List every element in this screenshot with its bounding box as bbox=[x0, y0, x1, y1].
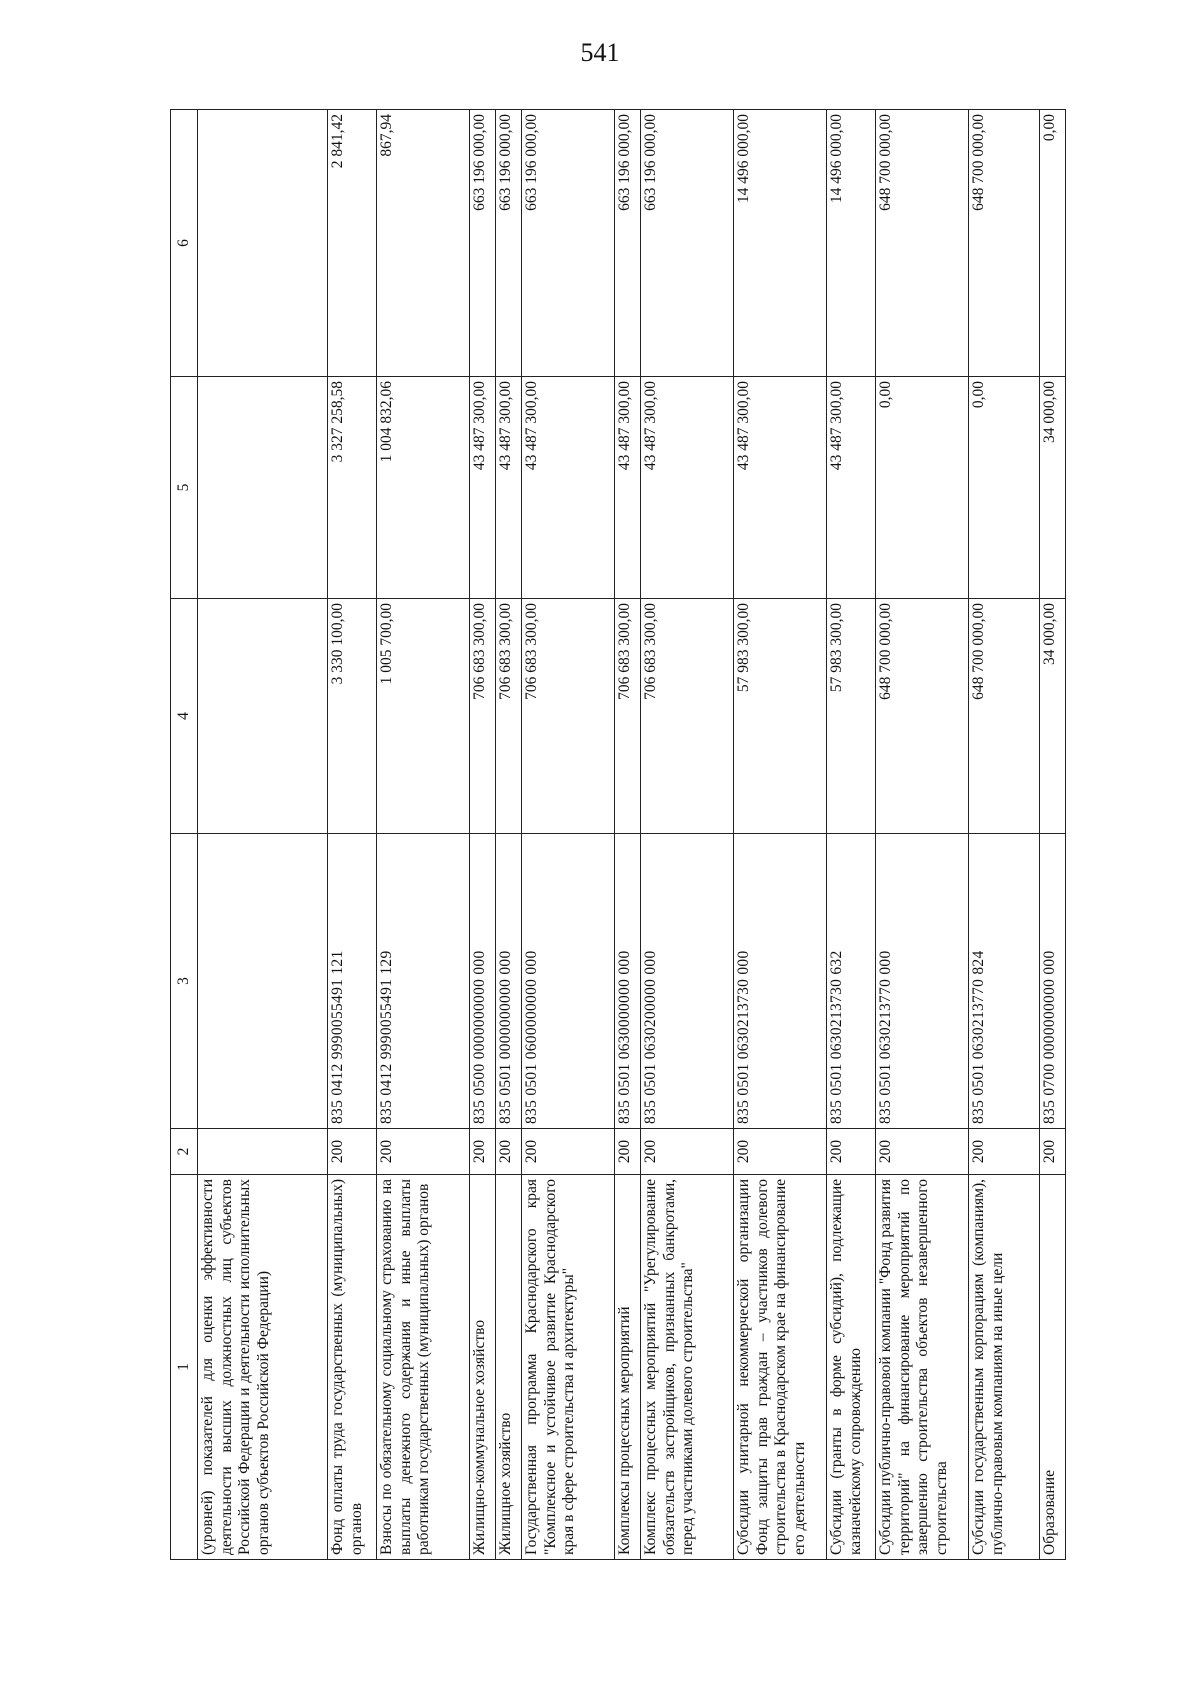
row-code: 835 0501 0630000000 000 bbox=[615, 834, 641, 1129]
row-remainder: 663 196 000,00 bbox=[470, 110, 496, 377]
table-row bbox=[1040, 110, 1066, 1560]
row-remainder: 867,94 bbox=[377, 110, 470, 377]
row-executed: 1 004 832,06 bbox=[377, 377, 470, 599]
row-name: Жилищное хозяйство bbox=[496, 1175, 522, 1560]
row-remainder: 14 496 000,00 bbox=[734, 110, 827, 377]
row-plan: 34 000,00 bbox=[1040, 599, 1066, 834]
row-name: Жилищно-коммунальное хозяйство bbox=[470, 1175, 496, 1560]
row-remainder: 2 841,42 bbox=[328, 110, 377, 377]
row-plan: 648 700 000,00 bbox=[969, 599, 1040, 834]
header-cell: 1 bbox=[171, 1175, 198, 1560]
row-executed: 43 487 300,00 bbox=[522, 377, 615, 599]
row-code: 835 0501 0630213770 000 bbox=[876, 834, 969, 1129]
table-row bbox=[377, 110, 470, 1560]
table-row bbox=[615, 110, 641, 1560]
header-cell: 6 bbox=[171, 110, 198, 377]
table-row bbox=[969, 110, 1040, 1560]
row-code: 835 0501 0630213730 000 bbox=[734, 834, 827, 1129]
row-remainder: 14 496 000,00 bbox=[827, 110, 876, 377]
row-grbs: 200 bbox=[969, 1129, 1040, 1175]
row-remainder: 0,00 bbox=[1040, 110, 1066, 377]
row-grbs: 200 bbox=[522, 1129, 615, 1175]
row-grbs: 200 bbox=[377, 1129, 470, 1175]
row-name: Образование bbox=[1040, 1175, 1066, 1560]
row-remainder: 648 700 000,00 bbox=[876, 110, 969, 377]
row-executed: 43 487 300,00 bbox=[734, 377, 827, 599]
row-plan: 57 983 300,00 bbox=[827, 599, 876, 834]
table-row bbox=[198, 110, 328, 1560]
row-name: Взносы по обязательному социальному страхованию на выплаты денежного содержания и иные выплаты работникам государственных (муниципальных) органов bbox=[377, 1175, 470, 1560]
row-remainder: 663 196 000,00 bbox=[641, 110, 734, 377]
row-grbs: 200 bbox=[827, 1129, 876, 1175]
table-row bbox=[496, 110, 522, 1560]
row-grbs: 200 bbox=[328, 1129, 377, 1175]
row-remainder: 648 700 000,00 bbox=[969, 110, 1040, 377]
row-plan: 706 683 300,00 bbox=[641, 599, 734, 834]
row-name: Субсидии публично-правовой компании "Фонд развития территорий" на финансирование мероприятий по завершению строительства объектов незавершенного строительства bbox=[876, 1175, 969, 1560]
rotated-table-frame bbox=[170, 110, 1058, 1560]
row-code: 835 0700 0000000000 000 bbox=[1040, 834, 1066, 1129]
row-executed bbox=[198, 377, 328, 599]
table-row bbox=[734, 110, 827, 1560]
row-grbs: 200 bbox=[615, 1129, 641, 1175]
table-row bbox=[470, 110, 496, 1560]
row-name: Государственная программа Краснодарского края "Комплексное и устойчивое развитие Краснодарского края в сфере строительства и архитектуры" bbox=[522, 1175, 615, 1560]
row-executed: 43 487 300,00 bbox=[615, 377, 641, 599]
row-plan: 706 683 300,00 bbox=[522, 599, 615, 834]
row-plan: 1 005 700,00 bbox=[377, 599, 470, 834]
header-cell: 5 bbox=[171, 377, 198, 599]
header-cell: 2 bbox=[171, 1129, 198, 1175]
table-row bbox=[522, 110, 615, 1560]
header-cell: 3 bbox=[171, 834, 198, 1129]
row-name: Комплекс процессных мероприятий "Урегулирование обязательств застройщиков, признанных банкротами, перед участниками долевого строительства" bbox=[641, 1175, 734, 1560]
row-name: Комплексы процессных мероприятий bbox=[615, 1175, 641, 1560]
row-remainder: 663 196 000,00 bbox=[496, 110, 522, 377]
page-number: 541 bbox=[580, 38, 620, 67]
row-grbs: 200 bbox=[470, 1129, 496, 1175]
row-remainder: 663 196 000,00 bbox=[615, 110, 641, 377]
row-executed: 43 487 300,00 bbox=[470, 377, 496, 599]
table-row bbox=[876, 110, 969, 1560]
row-grbs: 200 bbox=[876, 1129, 969, 1175]
row-name: Субсидии унитарной некоммерческой организации Фонд защиты прав граждан – участников долевого строительства в Краснодарском крае на финансирование его деятельности bbox=[734, 1175, 827, 1560]
row-plan: 3 330 100,00 bbox=[328, 599, 377, 834]
row-code: 835 0500 0000000000 000 bbox=[470, 834, 496, 1129]
header-cell: 4 bbox=[171, 599, 198, 834]
row-remainder bbox=[198, 110, 328, 377]
row-name: Фонд оплаты труда государственных (муниципальных) органов bbox=[328, 1175, 377, 1560]
row-plan: 706 683 300,00 bbox=[496, 599, 522, 834]
row-executed: 43 487 300,00 bbox=[641, 377, 734, 599]
row-code: 835 0501 0000000000 000 bbox=[496, 834, 522, 1129]
row-plan bbox=[198, 599, 328, 834]
row-executed: 43 487 300,00 bbox=[496, 377, 522, 599]
row-code: 835 0501 0600000000 000 bbox=[522, 834, 615, 1129]
row-executed: 0,00 bbox=[969, 377, 1040, 599]
row-executed: 0,00 bbox=[876, 377, 969, 599]
row-code: 835 0501 0630213730 632 bbox=[827, 834, 876, 1129]
table-row bbox=[328, 110, 377, 1560]
row-name: (уровней) показателей для оценки эффективности деятельности высших должностных лиц субъектов Российской Федерации и деятельности исполнительных органов субъектов Российской Федерации) bbox=[198, 1175, 328, 1560]
header-row bbox=[171, 110, 198, 1560]
row-executed: 3 327 258,58 bbox=[328, 377, 377, 599]
row-plan: 706 683 300,00 bbox=[615, 599, 641, 834]
row-grbs: 200 bbox=[496, 1129, 522, 1175]
row-plan: 57 983 300,00 bbox=[734, 599, 827, 834]
row-name: Субсидии (гранты в форме субсидий), подлежащие казначейскому сопровождению bbox=[827, 1175, 876, 1560]
row-grbs: 200 bbox=[1040, 1129, 1066, 1175]
row-code: 835 0412 9990055491 129 bbox=[377, 834, 470, 1129]
row-executed: 34 000,00 bbox=[1040, 377, 1066, 599]
row-code: 835 0412 9990055491 121 bbox=[328, 834, 377, 1129]
row-remainder: 663 196 000,00 bbox=[522, 110, 615, 377]
row-code: 835 0501 0630213770 824 bbox=[969, 834, 1040, 1129]
row-executed: 43 487 300,00 bbox=[827, 377, 876, 599]
row-code bbox=[198, 834, 328, 1129]
table-row bbox=[641, 110, 734, 1560]
row-plan: 648 700 000,00 bbox=[876, 599, 969, 834]
table-row bbox=[827, 110, 876, 1560]
budget-table bbox=[170, 109, 1066, 1560]
row-code: 835 0501 0630200000 000 bbox=[641, 834, 734, 1129]
row-grbs bbox=[198, 1129, 328, 1175]
row-grbs: 200 bbox=[734, 1129, 827, 1175]
row-name: Субсидии государственным корпорациям (компаниям), публично-правовым компаниям на иные цели bbox=[969, 1175, 1040, 1560]
row-plan: 706 683 300,00 bbox=[470, 599, 496, 834]
row-grbs: 200 bbox=[641, 1129, 734, 1175]
